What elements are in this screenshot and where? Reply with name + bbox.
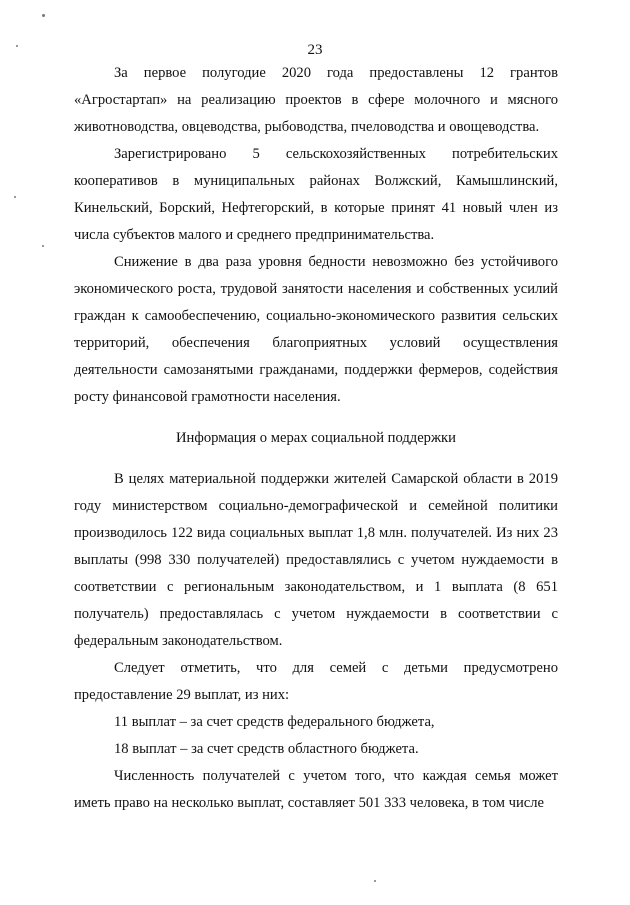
scan-speck (42, 245, 44, 247)
paragraph-cooperatives: Зарегистрировано 5 сельскохозяйственных потребительских кооперативов в муниципальных районах Волжский, Камышлинский, Кинельский, Борский, Нефтегорский, в которые принят 41 новый член из числа субъектов малого и среднего предпринимательства. (74, 146, 558, 243)
paragraph-social-payments: В целях материальной поддержки жителей Самарской области в 2019 году министерством социально-демографической и семейной политики производилось 122 вида социальных выплат 1,8 млн. получателей. Из них 23 выплаты (998 330 получателей) предоставлялись с учетом нуждаемости в соответствии с региональным законодательством, и 1 выплата (8 651 получатель) предоставлялась с учетом нуждаемости в соответствии с федеральным законодательством. (74, 471, 558, 649)
paragraph-poverty-reduction: Снижение в два раза уровня бедности невозможно без устойчивого экономического роста, трудовой занятости населения и собственных усилий граждан к самообеспечению, социально-экономического развития сельских территорий, обеспечения благоприятных условий осуществления деятельности самозанятыми гражданами, поддержки фермеров, содействия росту финансовой грамотности населения. (74, 254, 558, 405)
paragraph-recipients-count: Численность получателей с учетом того, что каждая семья может иметь право на несколько выплат, составляет 501 333 человека, в том числе (74, 768, 558, 811)
scan-speck (14, 196, 16, 198)
scan-speck (374, 880, 376, 882)
page-number: 23 (307, 42, 323, 58)
scan-speck (42, 14, 45, 17)
document-body (74, 60, 558, 817)
list-item-federal: 11 выплат – за счет средств федерального бюджета, (114, 714, 435, 730)
list-item-regional: 18 выплат – за счет средств областного бюджета. (114, 741, 419, 757)
paragraph-agrostartup-grants: За первое полугодие 2020 года предоставлены 12 грантов «Агростартап» на реализацию проектов в сфере молочного и мясного животноводства, овцеводства, рыбоводства, пчеловодства и овощеводства. (74, 65, 558, 135)
paragraph-family-payments: Следует отметить, что для семей с детьми предусмотрено предоставление 29 выплат, из них: (74, 660, 558, 703)
section-heading: Информация о мерах социальной поддержки (176, 430, 456, 446)
